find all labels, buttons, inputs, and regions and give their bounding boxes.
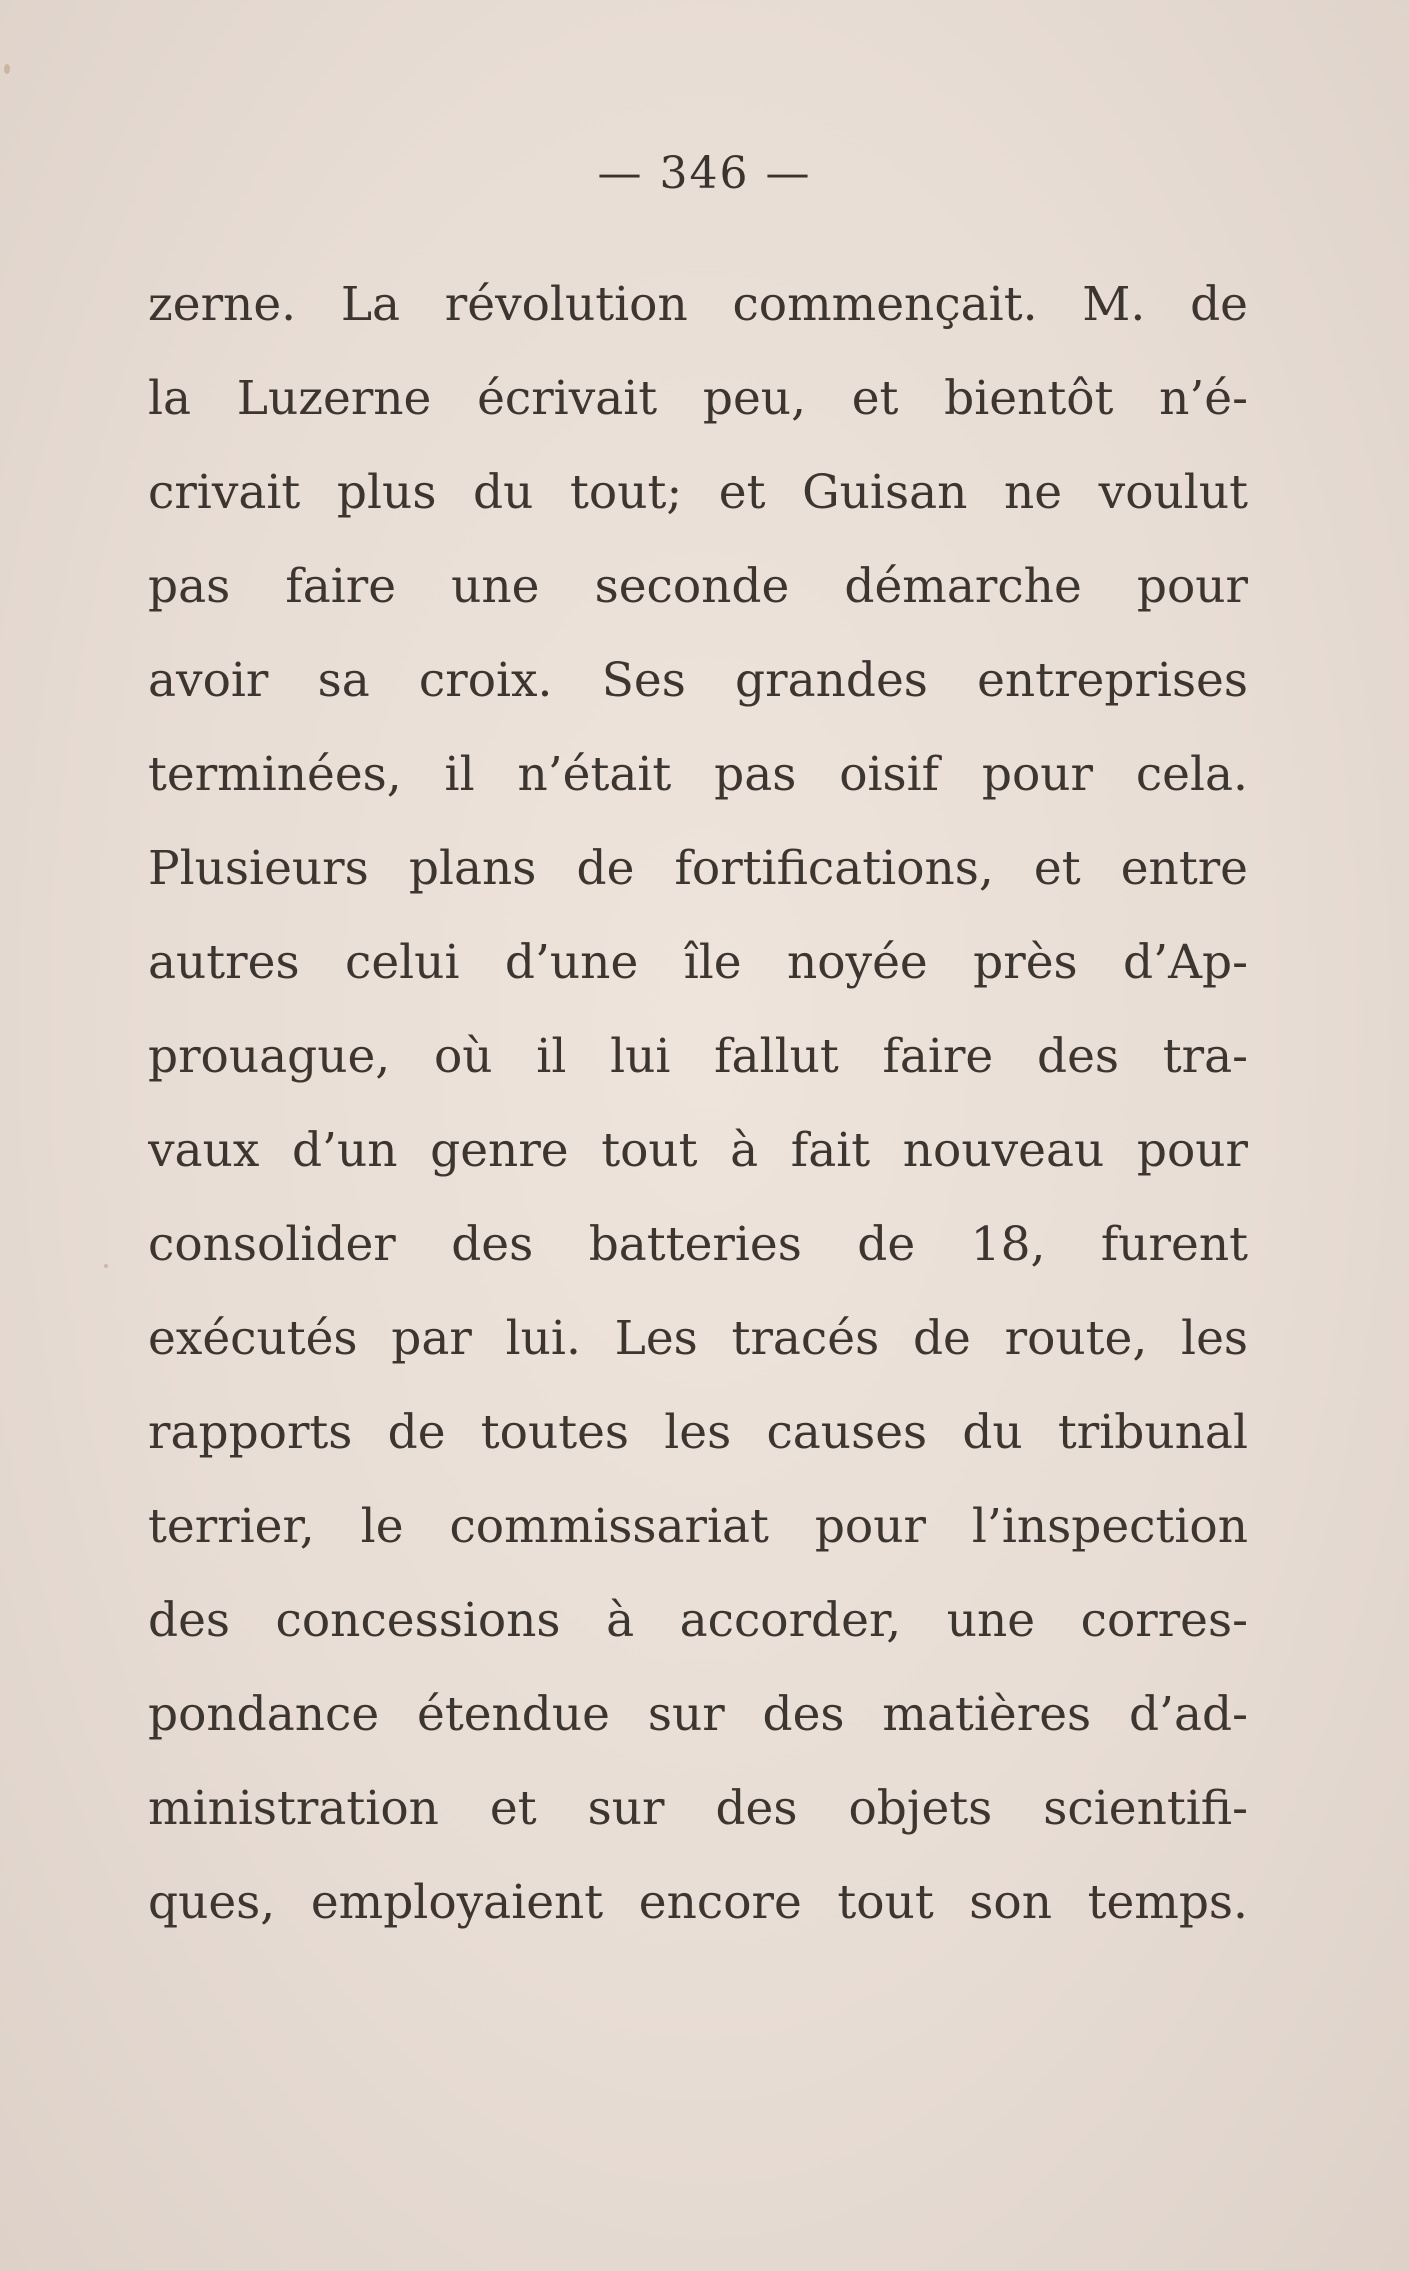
paper-speck: [4, 64, 10, 74]
body-text: [148, 258, 1248, 1950]
text-line: ministration et sur des objets scientifi-: [148, 1781, 1248, 1836]
text-line: crivait plus du tout; et Guisan ne voulut: [148, 465, 1248, 520]
text-line: vaux d’un genre tout à fait nouveau pour: [148, 1123, 1248, 1178]
text-line: terminées, il n’était pas oisif pour cela.: [148, 747, 1248, 802]
paper-speck: [104, 1264, 108, 1268]
text-line: prouague, où il lui fallut faire des tra-: [148, 1029, 1248, 1084]
text-line: terrier, le commissariat pour l’inspection: [148, 1499, 1248, 1554]
text-line: zerne. La révolution commençait. M. de: [148, 277, 1248, 332]
text-line: avoir sa croix. Ses grandes entreprises: [148, 653, 1248, 708]
text-line: exécutés par lui. Les tracés de route, les: [148, 1311, 1248, 1366]
text-line: ques, employaient encore tout son temps.: [148, 1875, 1248, 1930]
text-line: Plusieurs plans de fortifications, et entre: [148, 841, 1248, 896]
text-line: autres celui d’une île noyée près d’Ap-: [148, 935, 1248, 990]
page-number: — 346 —: [597, 148, 812, 199]
text-line: pas faire une seconde démarche pour: [148, 559, 1248, 614]
text-line: consolider des batteries de 18, furent: [148, 1217, 1248, 1272]
text-line: des concessions à accorder, une corres-: [148, 1593, 1248, 1648]
text-line: la Luzerne écrivait peu, et bientôt n’é-: [148, 371, 1248, 426]
text-line: rapports de toutes les causes du tribunal: [148, 1405, 1248, 1460]
text-line: pondance étendue sur des matières d’ad-: [148, 1687, 1248, 1742]
